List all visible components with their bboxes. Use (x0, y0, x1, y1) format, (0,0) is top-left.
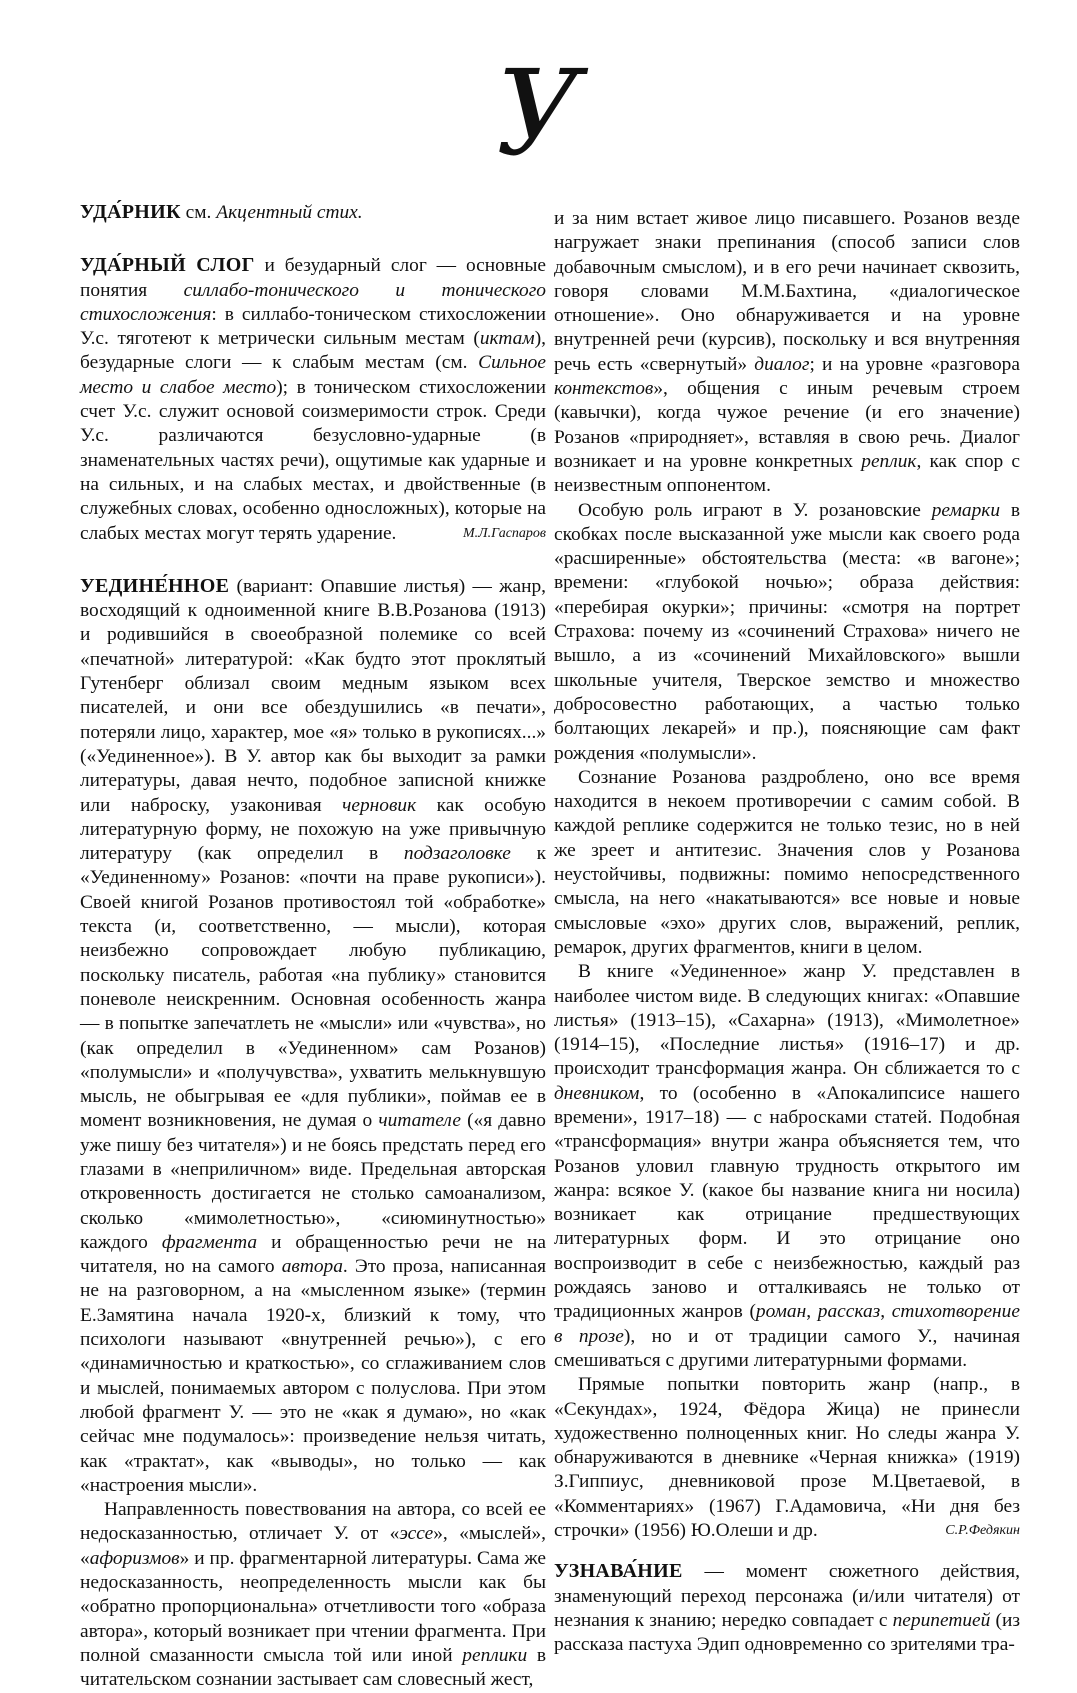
cross-reference: ремарки (931, 499, 1001, 521)
headword: УДА́РНЫЙ СЛОГ (80, 254, 255, 277)
author-signature: С.Р.Федякин (945, 1523, 1020, 1539)
cross-reference: перипетией (892, 1609, 991, 1631)
entry-uznavanie: УЗНАВА́НИЕ — момент сюжетного действия, знаменующий переход персонажа (и/или читателя) от незнания к знанию; нередко совпадает с перипетией (из рассказа пастуха Эдип одновременно со зрителями тра- (554, 1560, 1020, 1656)
cross-reference: Сильное место и слабое место (80, 352, 546, 398)
cross-reference: черновик (342, 794, 417, 816)
cross-reference: силлабо-тонического и тонического стихосложения (80, 279, 546, 325)
cross-reference: афоризмов (89, 1547, 180, 1569)
cross-reference: дневником (554, 1082, 640, 1104)
cross-reference: фрагмента (161, 1231, 258, 1253)
entry-uedinennoe: УЕДИНЕ́ННОЕ (вариант: Опавшие листья) — жанр, восходящий к одноименной книге В.В.Розанова (1913) и родившийся в своеобразной полемике со всей «печатной» литературой: «Как будто этот проклятый Гутенберг облизал своим медным языком всех писателей, и они все обездушились «в печати», потеряли лицо, характер, мое «я» только в рукописях...» («Уединенное»). В У. автор как бы выходит за рамки литературы, давая нечто, подобное записной книжке или наброску, узаконивая черновик как особую литературную форму, не похожую на уже привычную литературу (как определил в подзаголовке к «Уединенному» Розанов: «почти на праве рукописи»). Своей книгой Розанов противостоял той «обработке» текста (и, соответственно, — мысли), которая неизбежно сопровождает любую публикацию, поскольку писатель, работая «на публику» становится поневоле неискренним. Основная особенность жанра — в попытке запечатлеть не «мысли» или «чувства», но (как определил в «Уединенном» сам Розанов) «полумысли» и «получувства», ухватить мелькнувшую мысль, не обыгрывая ее «для публики», поймав ее в момент возникновения, не думая о читателе («я давно уже пишу без читателя») и не боясь предстать перед его глазами в «неприличном» виде. Предельная авторская откровенность достигается не столько самоанализом, сколько «мимолетностью», «сиюминутностью» каждого фрагмента и обращенностью речи не на читателя, но на самого автора. Это проза, написанная не на разговорном, а на «мысленном языке» (термин Е.Замятина начала 1920-х, близкий к тому, что психологи называют «внутренней речью»), с его «динамичностью и краткостью», со сглаживанием слов и мыслей, понимаемых автором с полуслова. При этом любой фрагмент У. — это не «как я думаю», но «как сейчас мне подумалось»: произведение нельзя читать, как «трактат», как «выводы», но только — как «настроения мысли». Направленность повествования на автора, со всей ее недосказанностью, отличает У. от «эссе», «мыслей», «афоризмов» и пр. фрагментарной литературы. Сама же недосказанность, неопределенность мысли как бы «обратно пропорциональна» отчетливости того «образа автора», который возникает при чтении фрагмента. При полной смазанности смысла той или иной реплики в читательском сознании застывает сам словесный жест, (80, 574, 547, 1691)
headword: УДА́РНИК (80, 201, 181, 223)
cross-reference: стихотворение в прозе (554, 1301, 1020, 1347)
headword: УЗНАВА́НИЕ (554, 1560, 683, 1583)
cross-reference: Акцентный стих. (216, 202, 363, 223)
right-column: и за ним встает живое лицо писавшего. Розанов везде нагружает знаки препинания (способ записи слов добавочным смыслом), и в его речи начинает сквозить, говоря словами М.М.Бахтина, «диалогическое отношение». Оно обнаруживается и на уровне внутренней речи (курсив), поскольку и вся внутренняя речь есть «свернутый» диалог; и на уровне «разговора контекстов», общения с иным речевым строем (кавычки), когда чужое речение (и его значение) Розанов «природняет», вставляя в свою речь. Диалог возникает и на уровне конкретных реплик, как спор с неизвестным оппонентом. Особую роль играют в У. розановские ремарки в скобках после высказанной уже мысли как своего рода «расширенные» обстоятельства (места: «в вагоне»; времени: «глубокой ночью»; образа действия: «перебирая окурки»; причины: «смотря на портрет Страхова: почему из «сочинений Страхова» ничего не вышло, а из «сочинений Михайловского» вышли школьные учителя, Тверское земство и множество добросовестно работающих, а частью только болтающих лекарей» и пр.), поясняющие сам факт рождения «полумысли». Сознание Розанова раздроблено, оно все время находится в некоем противоречии с самим собой. В каждой реплике содержится не только тезис, но в ней же зреет и антитезис. Значения слов у Розанова неустойчивы, подвижны: помимо непосредственного смысла, на него «накатываются» все новые и новые смысловые «эхо» других слов, выражений, реплик, ремарок, других фрагментов, книги в целом. В книге «Уединенное» жанр У. представлен в наиболее чистом виде. В следующих книгах: «Опавшие листья» (1913–15), «Сахарна» (1913), «Мимолетное» (1914–15), «Последние листья» (1916–17) и др. происходит трансформация жанра. Он сближается то с дневником, то (особенно в «Апокалипсисе нашего времени», 1917–18) — с набросками статей. Подобная «трансформация» внутри жанра объясняется тем, что Розанов уловил главную трудность открытого им жанра: всякое У. (какое бы название книга ни носила) возникает как отрицание предшествующих литературных форм. И это отрицание оно воспроизводит в себе с неизбежностью, каждый раз рождаясь заново и отталкиваясь не только от традиционных жанров (роман, рассказ, стихотворение в прозе), но и от традиции самого У., начиная смешиваться с другими литературными формами. Прямые попытки повторить жанр (напр., в «Секундах», 1924, Фёдора Жица) не принесли художественно полноценных книг. Но следы жанра У. обнаруживаются в дневнике «Черная книжка» (1919) З.Гиппиус, дневниковой прозе М.Цветаевой, в «Комментариях» (1967) Г.Адамовича, «Ни дня без строчки» (1956) Ю.Олеши и др. С.Р.Федякин УЗНАВА́НИЕ — момент сюжетного действия, знаменующий переход персонажа (и/или читателя) от незнания к знанию; нередко совпадает с перипетией (из рассказа пастуха Эдип одновременно со зрителями тра- (554, 207, 1020, 1557)
cross-reference: читателе (378, 1110, 461, 1132)
cross-reference: эссе (399, 1523, 434, 1545)
cross-reference: реплики (462, 1644, 528, 1666)
cross-reference: автора (281, 1256, 343, 1278)
cross-reference: рассказ (817, 1301, 881, 1323)
cross-reference: роман (755, 1301, 807, 1323)
entry-udarnik: УДА́РНИК см. Акцентный стих. (80, 201, 363, 223)
entry-udarny-slog: УДА́РНЫЙ СЛОГ и безударный слог — основные понятия силлабо-тонического и тонического стихосложения: в силлабо-тоническом стихосложении У.с. тяготеют к метрически сильным местам (иктам), безударные слоги — к слабым местам (см. Сильное место и слабое место); в тоническом стихосложении счет У.с. служит основой соизмеримости строк. Среди У.с. различаются безусловно-ударные (в знаменательных частях речи), ощутимые как ударные и на сильных, и на слабых местах, и двойственные (в служебных словах, особенно односложных), которые на слабых местах могут терять ударение. М.Л.Гаспаров (80, 253, 546, 546)
cross-reference: иктам (479, 328, 535, 350)
section-letter: У (495, 44, 582, 182)
headword: УЕДИНЕ́ННОЕ (80, 574, 230, 597)
left-column (80, 200, 547, 1691)
cross-reference: контекстов (554, 378, 654, 400)
cross-reference: диалог (754, 353, 810, 375)
author-signature: М.Л.Гаспаров (462, 525, 546, 541)
cross-reference: реплик (861, 450, 917, 472)
cross-reference: подзаголовке (403, 843, 511, 865)
